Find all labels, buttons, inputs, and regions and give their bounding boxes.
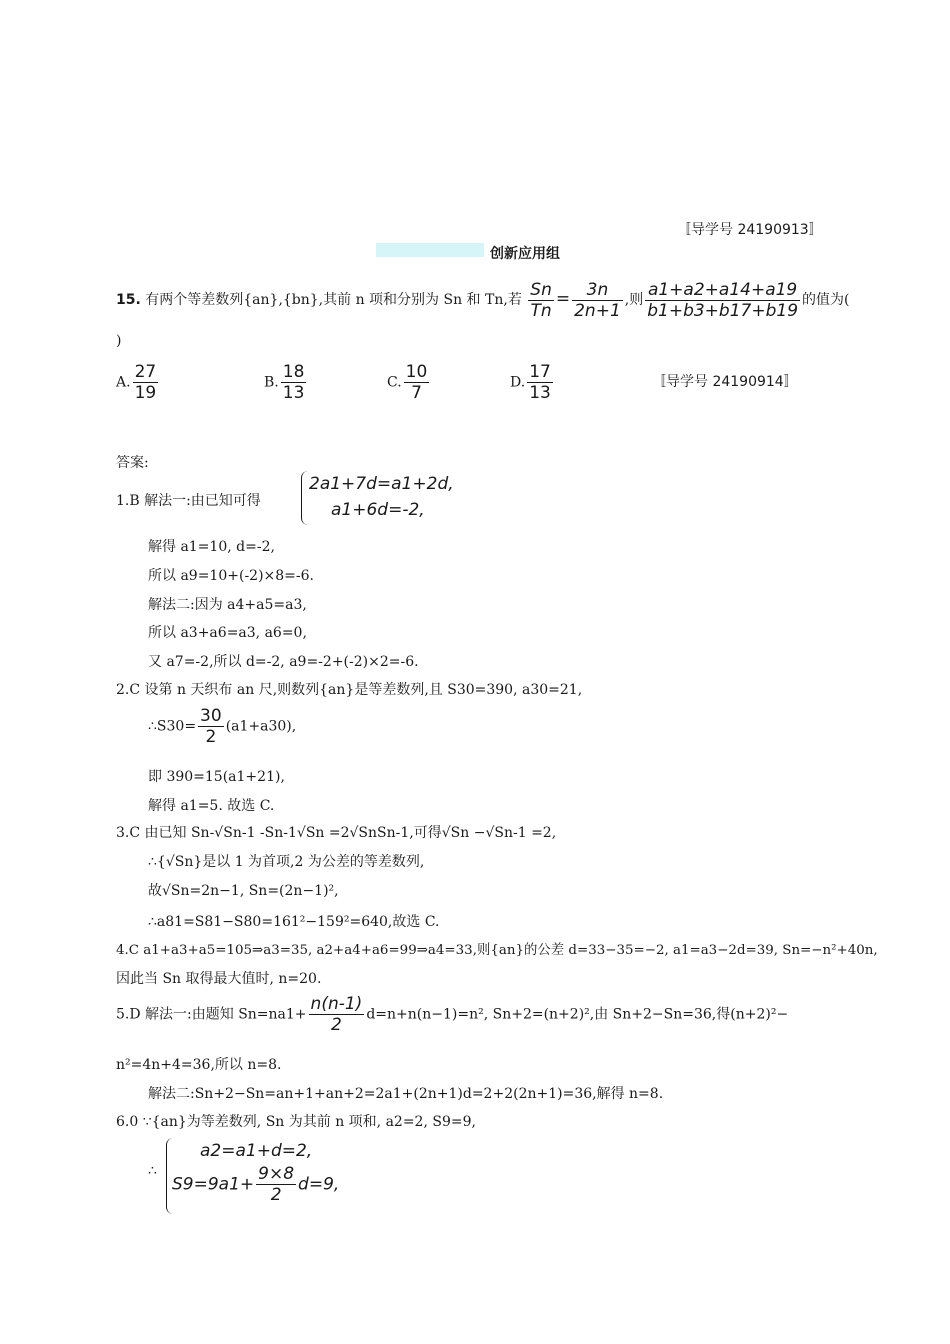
answer-4-head: 4.C a1+a3+a5=105⇒a3=35, a2+a4+a6=99⇒a4=33,则{an}的公差 d=33−35=−2, a1=a3−2d=39, Sn=−n²+40n, — [116, 943, 878, 958]
answer-1-line5: 又 a7=-2,所以 d=-2, a9=-2+(-2)×2=-6. — [148, 654, 419, 670]
question-close-paren: ) — [116, 333, 122, 349]
answer-2-line2: 即 390=15(a1+21), — [148, 769, 285, 785]
answer-6-eq2: S9=9a1+ $\frac{9\times 8}{2}$ d=9, — [172, 1164, 340, 1205]
question-15: 15. 有两个等差数列{an},{bn},其前 n 项和分别为 Sn 和 Tn,若 $\frac{Sn}{Tn}$ = $\frac{3n}{2n+1}$ ,则 $\frac{a1+a2+a14+a19}{b1+b3+b17+b19}$ 的值为( — [116, 279, 850, 321]
answer-3-line3: ∴a81=S81−S80=161²−159²=640,故选 C. — [148, 914, 440, 930]
answer-6-head: 6.0 ∵{an}为等差数列, Sn 为其前 n 项和, a2=2, S9=9, — [116, 1114, 476, 1130]
answer-1-eq1: 2a1+7d=a1+2d, — [309, 474, 454, 494]
reference-number-15: 〚导学号 24190914〛 — [652, 374, 798, 390]
answer-5-line1: n²=4n+4=36,所以 n=8. — [116, 1057, 282, 1073]
option-c: C. $\frac{10}{7}$ — [387, 362, 428, 403]
option-d: D. $\frac{17}{13}$ — [510, 362, 551, 403]
answer-5-head: 5.D 解法一:由题知 Sn=na1+ $\frac{n(n-1)}{2}$ d=n+n(n−1)=n², Sn+2=(n+2)²,由 Sn+2−Sn=36,得(n+2)²− — [116, 994, 789, 1035]
answer-1-line3: 解法二:因为 a4+a5=a3, — [148, 597, 307, 613]
answer-1-eq2: a1+6d=-2, — [331, 500, 425, 520]
section-highlight — [376, 243, 484, 257]
answer-6-eq1: a2=a1+d=2, — [200, 1141, 313, 1161]
answer-3-line1: ∴{√Sn}是以 1 为首项,2 为公差的等差数列, — [148, 854, 425, 870]
reference-number-top: 〚导学号 24190913〛 — [677, 222, 823, 238]
answer-1-line2: 所以 a9=10+(-2)×8=-6. — [148, 568, 314, 584]
answers-heading: 答案: — [116, 455, 149, 471]
system-brace — [301, 471, 308, 525]
answer-2-line1: ∴S30= $\frac{30}{2}$ (a1+a30), — [148, 706, 297, 747]
answer-5-line2: 解法二:Sn+2−Sn=an+1+an+2=2a1+(2n+1)d=2+2(2n+1)=36,解得 n=8. — [148, 1086, 664, 1102]
answer-2-line3: 解得 a1=5. 故选 C. — [148, 798, 275, 814]
ratio-fraction: $\frac{Sn}{Tn}$ — [530, 279, 552, 321]
section-title: 创新应用组 — [490, 246, 560, 262]
answer-3-line2: 故√Sn=2n−1, Sn=(2n−1)², — [148, 883, 339, 899]
answer-1-line1: 解得 a1=10, d=-2, — [148, 539, 275, 555]
answer-1-line4: 所以 a3+a6=a3, a6=0, — [148, 625, 307, 641]
answer-2-head: 2.C 设第 n 天织布 an 尺,则数列{an}是等差数列,且 S30=390, a30=21, — [116, 682, 583, 698]
answer-3-head: 3.C 由已知 Sn-√Sn-1 -Sn-1√Sn =2√SnSn-1,可得√Sn −√Sn-1 =2, — [116, 825, 557, 841]
option-b: B. $\frac{18}{13}$ — [264, 362, 305, 403]
option-a: A. $\frac{27}{19}$ — [116, 362, 157, 403]
answer-4-line1: 因此当 Sn 取得最大值时, n=20. — [116, 971, 322, 987]
question-stem: 有两个等差数列{an},{bn},其前 n 项和分别为 Sn 和 Tn,若 — [145, 292, 522, 308]
answer-6-therefore: ∴ — [148, 1163, 157, 1179]
target-fraction: $\frac{a1+a2+a14+a19}{b1+b3+b17+b19}$ — [647, 279, 799, 321]
question-number: 15. — [116, 292, 141, 308]
ratio-value-fraction: $\frac{3n}{2n+1}$ — [574, 279, 621, 321]
answer-1-head: 1.B 解法一:由已知可得 — [116, 493, 261, 509]
